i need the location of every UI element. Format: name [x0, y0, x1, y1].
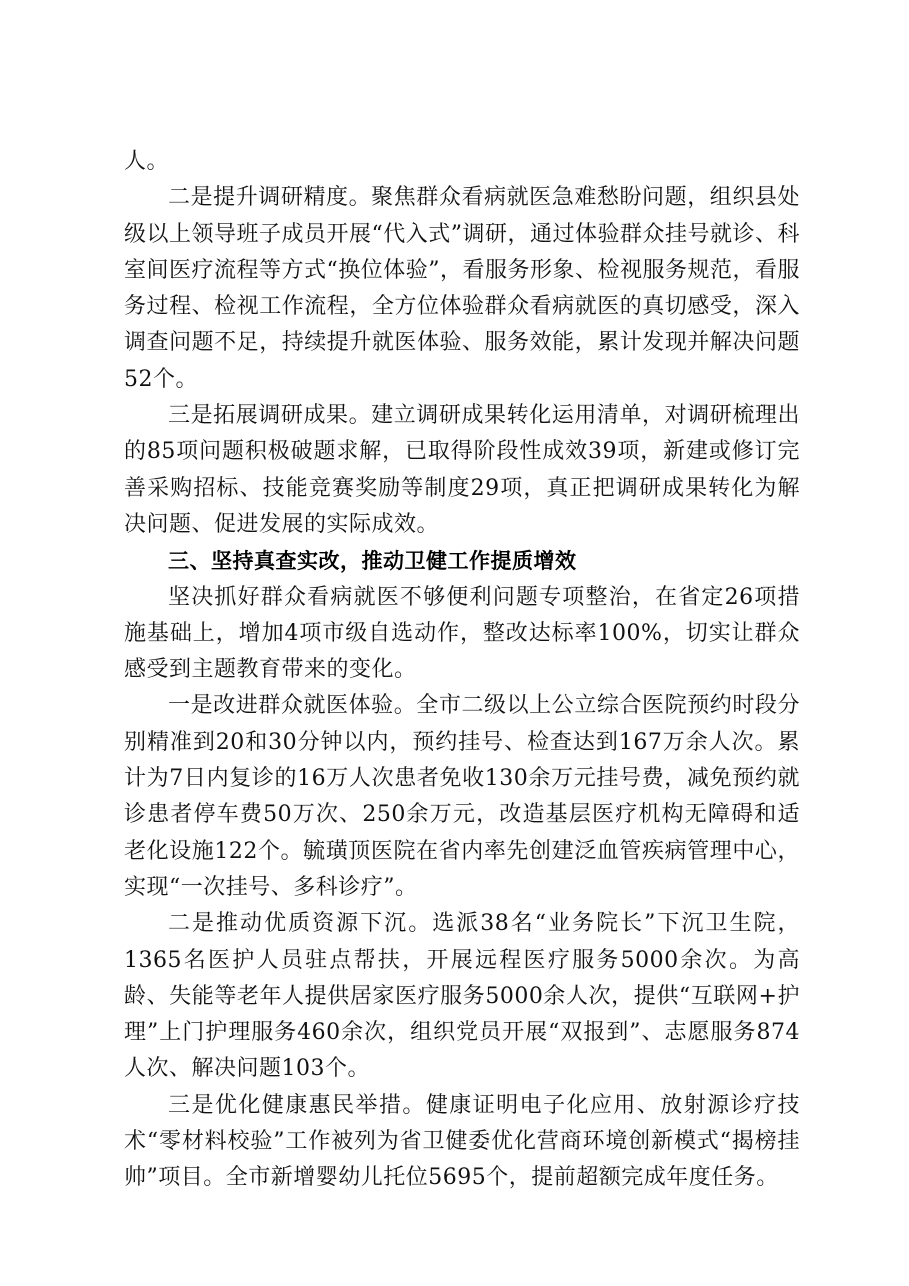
paragraph-resource-sinking: 二是推动优质资源下沉。选派38名“业务院长”下沉卫生院，1365名医护人员驻点帮扶，开展远程医疗服务5000余次。为高龄、失能等老年人提供居家医疗服务5000余人次，提供“互联网+护理”上门护理服务460余次，组织党员开展“双报到”、志愿服务874人次、解决问题103个。 [124, 911, 800, 1082]
document-body [124, 144, 800, 1197]
paragraph-special-rectification: 坚决抓好群众看病就医不够便利问题专项整治，在省定26项措施基础上，增加4项市级自选动作，整改达标率100%，切实让群众感受到主题教育带来的变化。 [124, 584, 800, 683]
paragraph-research-results: 三是拓展调研成果。建立调研成果转化运用清单，对调研梳理出的85项问题积极破题求解，已取得阶段性成效39项，新建或修订完善采购招标、技能竞赛奖励等制度29项，真正把调研成果转化为解决问题、促进发展的实际成效。 [124, 403, 800, 537]
paragraph-health-measures: 三是优化健康惠民举措。健康证明电子化应用、放射源诊疗技术“零材料校验”工作被列为省卫健委优化营商环境创新模式“揭榜挂帅”项目。全市新增婴幼儿托位5695个，提前超额完成年度任务。 [124, 1092, 800, 1191]
paragraph-continuation: 人。 [124, 149, 170, 174]
paragraph-medical-experience: 一是改进群众就医体验。全市二级以上公立综合医院预约时段分别精准到20和30分钟以内，预约挂号、检查达到167万余人次。累计为7日内复诊的16万人次患者免收130余万元挂号费，减免预约就诊患者停车费50万次、250余万元，改造基层医疗机构无障碍和适老化设施122个。毓璜顶医院在省内率先创建泛血管疾病管理中心，实现“一次挂号、多科诊疗”。 [124, 693, 800, 900]
section-heading: 三、坚持真查实改，推动卫健工作提质增效 [168, 549, 577, 574]
paragraph-research-precision: 二是提升调研精度。聚焦群众看病就医急难愁盼问题，组织县处级以上领导班子成员开展“代入式”调研，通过体验群众挂号就诊、科室间医疗流程等方式“换位体验”，看服务形象、检视服务规范，看服务过程、检视工作流程，全方位体验群众看病就医的真切感受，深入调查问题不足，持续提升就医体验、服务效能，累计发现并解决问题52个。 [124, 185, 800, 392]
